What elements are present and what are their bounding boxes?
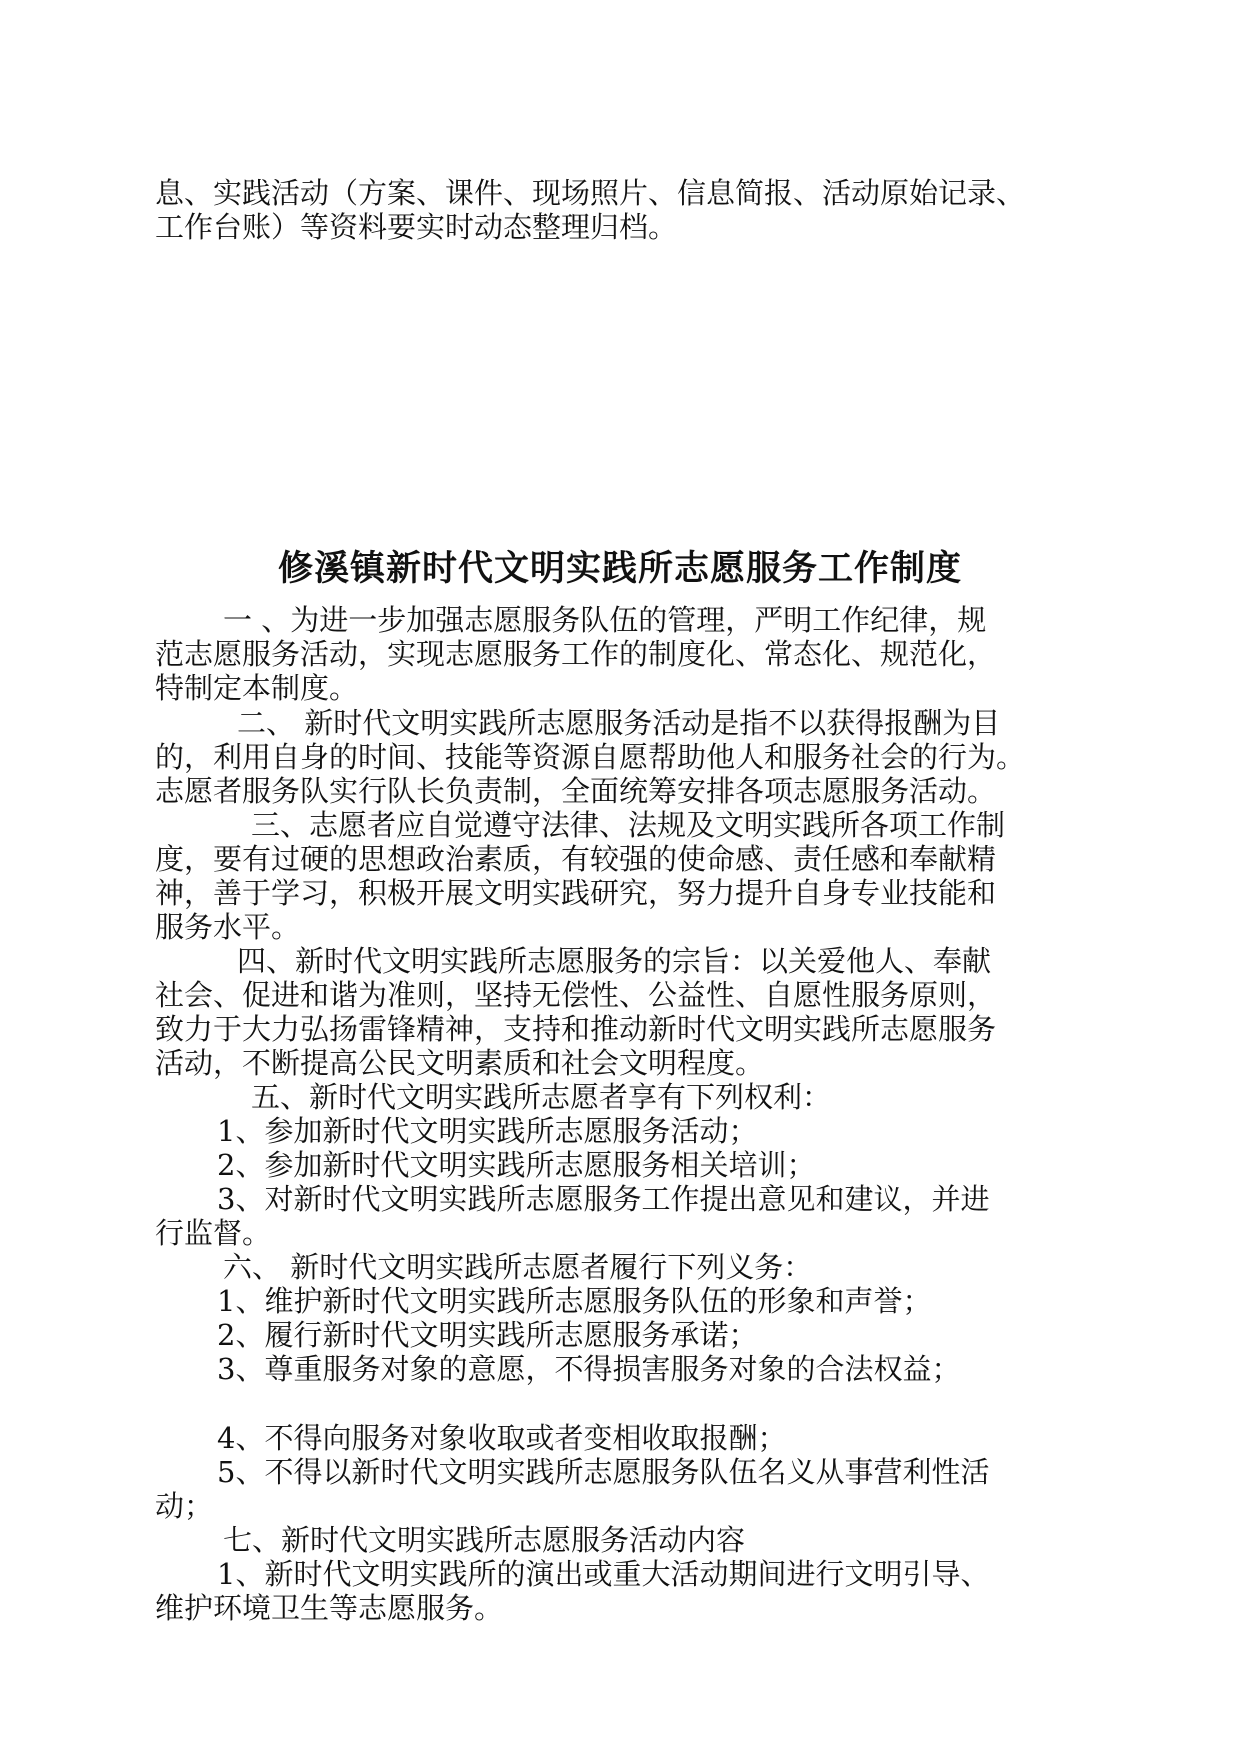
paragraph-line: 社会、促进和谐为准则，坚持无偿性、公益性、自愿性服务原则， [155,978,997,1012]
paragraph-line: 3、对新时代文明实践所志愿服务工作提出意见和建议，并进 [217,1182,990,1216]
document-title: 修溪镇新时代文明实践所志愿服务工作制度 [277,548,962,589]
top-line: 工作台账）等资料要实时动态整理归档。 [155,210,678,244]
paragraph-line: 1、参加新时代文明实践所志愿服务活动； [217,1114,758,1148]
paragraph-line: 志愿者服务队实行队长负责制，全面统筹安排各项志愿服务活动。 [155,774,997,808]
paragraph-line: 3、尊重服务对象的意愿，不得损害服务对象的合法权益； [217,1352,961,1386]
paragraph-line: 动； [155,1489,214,1523]
paragraph-line: 5、不得以新时代文明实践所志愿服务队伍名义从事营利性活 [217,1455,990,1489]
paragraph-line: 四、新时代文明实践所志愿服务的宗旨：以关爱他人、奉献 [237,944,992,978]
paragraph-line: 范志愿服务活动，实现志愿服务工作的制度化、常态化、规范化， [155,637,997,671]
paragraph-line: 度，要有过硬的思想政治素质，有较强的使命感、责任感和奉献精 [155,842,997,876]
paragraph-line: 2、履行新时代文明实践所志愿服务承诺； [217,1318,758,1352]
paragraph-line: 致力于大力弘扬雷锋精神，支持和推动新时代文明实践所志愿服务 [155,1012,997,1046]
paragraph-line: 三、志愿者应自觉遵守法律、法规及文明实践所各项工作制 [251,808,1006,842]
paragraph-line: 特制定本制度。 [155,671,359,705]
paragraph-line: 五、新时代文明实践所志愿者享有下列权利： [251,1080,832,1114]
paragraph-line: 1、维护新时代文明实践所志愿服务队伍的形象和声誉； [217,1284,932,1318]
paragraph-line: 一 、为进一步加强志愿服务队伍的管理，严明工作纪律，规 [223,603,987,637]
paragraph-line: 服务水平。 [155,910,301,944]
paragraph-line: 2、参加新时代文明实践所志愿服务相关培训； [217,1148,816,1182]
paragraph-line: 的，利用自身的时间、技能等资源自愿帮助他人和服务社会的行为。 [155,740,1026,774]
top-line: 息、实践活动（方案、课件、现场照片、信息简报、活动原始记录、 [155,176,1026,210]
paragraph-line: 七、新时代文明实践所志愿服务活动内容 [223,1523,746,1557]
paragraph-line: 神，善于学习，积极开展文明实践研究，努力提升自身专业技能和 [155,876,997,910]
paragraph-line: 维护环境卫生等志愿服务。 [155,1591,504,1625]
paragraph-line: 活动，不断提高公民文明素质和社会文明程度。 [155,1046,765,1080]
paragraph-line: 1、新时代文明实践所的演出或重大活动期间进行文明引导、 [217,1557,990,1591]
paragraph-line: 二、 新时代文明实践所志愿服务活动是指不以获得报酬为目 [237,706,1001,740]
paragraph-line: 行监督。 [155,1216,272,1250]
paragraph-line: 4、不得向服务对象收取或者变相收取报酬； [217,1421,787,1455]
paragraph-line: 六、 新时代文明实践所志愿者履行下列义务： [223,1250,813,1284]
